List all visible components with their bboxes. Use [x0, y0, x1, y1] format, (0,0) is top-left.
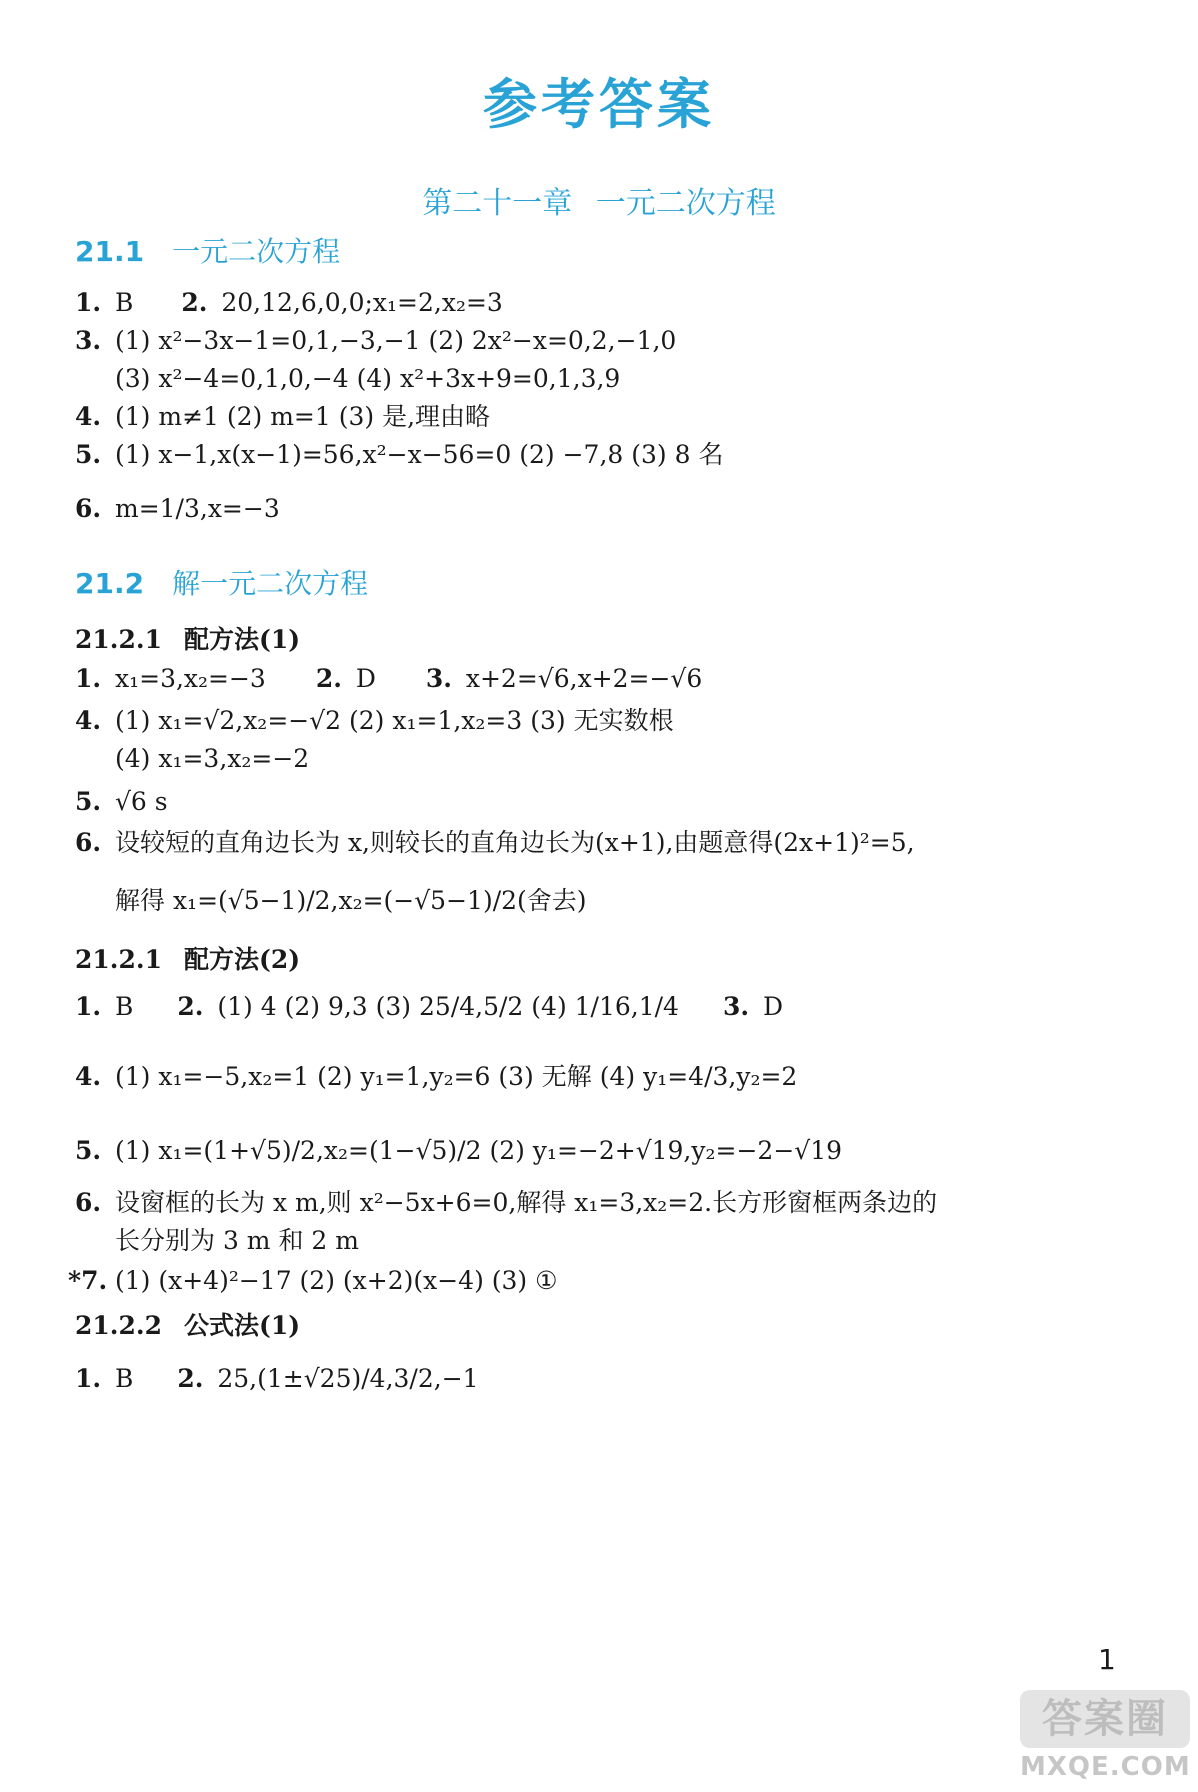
question-number: 5. — [75, 440, 102, 469]
answer-text: (1) x₁=√2,x₂=−√2 (2) x₁=1,x₂=3 (3) 无实数根 — [115, 706, 674, 735]
answer-text: D — [762, 992, 784, 1021]
answer-line — [75, 787, 168, 817]
watermark-url: MXQE.COM — [1020, 1752, 1191, 1782]
answer-text: √6 s — [115, 787, 168, 816]
question-number: 6. — [75, 494, 102, 523]
question-number: *7. — [68, 1266, 108, 1295]
answer-text: 长分别为 3 m 和 2 m — [115, 1226, 359, 1255]
answer-text: 解得 x₁=(√5−1)/2,x₂=(−√5−1)/2(舍去) — [115, 886, 587, 915]
section-number: 21.2 — [75, 567, 145, 600]
answer-text: 设窗框的长为 x m,则 x²−5x+6=0,解得 x₁=3,x₂=2.长方形窗框两条边的 — [115, 1188, 938, 1217]
answer-line — [75, 1136, 842, 1166]
section-label: 一元二次方程 — [172, 235, 341, 268]
answer-text: (1) (x+4)²−17 (2) (x+2)(x−4) (3) ① — [115, 1266, 558, 1295]
answer-text: 25,(1±√25)/4,3/2,−1 — [217, 1364, 479, 1393]
question-number: 6. — [75, 828, 102, 857]
answer-line — [75, 1188, 937, 1218]
subsection-heading — [75, 620, 300, 656]
answer-text: m=1/3,x=−3 — [115, 494, 280, 523]
question-number: 4. — [75, 706, 102, 735]
question-number: 1. — [75, 288, 102, 317]
question-number: 2. — [315, 664, 342, 693]
answer-text: (1) 4 (2) 9,3 (3) 25/4,5/2 (4) 1/16,1/4 — [217, 992, 679, 1021]
answer-line — [115, 1226, 359, 1256]
question-number: 4. — [75, 1062, 102, 1091]
subsection-heading — [75, 1306, 300, 1342]
question-number: 3. — [722, 992, 750, 1021]
chapter-title: 第二十一章 一元二次方程 — [422, 186, 776, 221]
answer-text: B — [115, 288, 134, 317]
answer-line — [75, 326, 676, 356]
answer-line — [68, 1266, 558, 1296]
subsection-heading — [75, 940, 300, 976]
answer-line — [75, 664, 702, 694]
question-number: 2. — [177, 992, 204, 1021]
section-label: 解一元二次方程 — [172, 567, 369, 600]
question-number: 2. — [181, 288, 208, 317]
answer-line — [115, 886, 587, 916]
question-number: 1. — [75, 992, 102, 1021]
question-number: 3. — [75, 326, 102, 355]
question-number: 1. — [75, 664, 102, 693]
question-number: 5. — [75, 787, 102, 816]
answer-text: 设较短的直角边长为 x,则较长的直角边长为(x+1),由题意得(2x+1)²=5, — [115, 828, 915, 857]
answer-line — [75, 440, 723, 470]
question-number: 6. — [75, 1188, 102, 1217]
watermark-logo: 答案圈 — [1020, 1690, 1190, 1748]
answer-line — [75, 828, 915, 858]
answer-line — [75, 1062, 797, 1092]
answer-line — [115, 744, 309, 774]
answer-text: (3) x²−4=0,1,0,−4 (4) x²+3x+9=0,1,3,9 — [115, 364, 621, 393]
answer-text: (1) x−1,x(x−1)=56,x²−x−56=0 (2) −7,8 (3) 8 名 — [115, 440, 724, 469]
question-number: 5. — [75, 1136, 102, 1165]
answer-text: B — [115, 1364, 134, 1393]
question-number: 4. — [75, 402, 102, 431]
answer-text: (1) x₁=−5,x₂=1 (2) y₁=1,y₂=6 (3) 无解 (4) y₁=4/3,y₂=2 — [115, 1062, 798, 1091]
answer-text: 20,12,6,0,0;x₁=2,x₂=3 — [221, 288, 503, 317]
answer-line — [75, 706, 674, 736]
question-number: 2. — [177, 1364, 204, 1393]
watermark — [1020, 1690, 1190, 1785]
answer-text: (1) m≠1 (2) m=1 (3) 是,理由略 — [115, 402, 491, 431]
subsection-label: 配方法(1) — [184, 625, 301, 654]
answer-line — [75, 992, 783, 1022]
section-heading-21-2 — [75, 562, 368, 602]
subsection-label: 公式法(1) — [184, 1311, 301, 1340]
answer-line — [75, 402, 490, 432]
question-number: 3. — [425, 664, 452, 693]
page-title: 参考答案 — [483, 73, 715, 136]
answer-text: x₁=3,x₂=−3 — [115, 664, 266, 693]
answer-line — [75, 494, 280, 524]
subsection-label: 配方法(2) — [184, 945, 301, 974]
section-number: 21.1 — [75, 235, 145, 268]
page-number: 1 — [1098, 1643, 1116, 1676]
answer-text: x+2=√6,x+2=−√6 — [465, 664, 703, 693]
subsection-number: 21.2.1 — [75, 625, 162, 654]
question-number: 1. — [75, 1364, 102, 1393]
answer-text: (4) x₁=3,x₂=−2 — [115, 744, 310, 773]
answer-line — [75, 288, 503, 318]
answer-text: (1) x²−3x−1=0,1,−3,−1 (2) 2x²−x=0,2,−1,0 — [115, 326, 677, 355]
answer-text: B — [115, 992, 134, 1021]
answer-line — [115, 364, 620, 394]
answer-text: D — [355, 664, 376, 693]
section-heading-21-1 — [75, 230, 340, 270]
answer-line — [75, 1364, 479, 1394]
answer-text: (1) x₁=(1+√5)/2,x₂=(1−√5)/2 (2) y₁=−2+√19,y₂=−2−√19 — [115, 1136, 843, 1165]
subsection-number: 21.2.1 — [75, 945, 162, 974]
subsection-number: 21.2.2 — [75, 1311, 162, 1340]
